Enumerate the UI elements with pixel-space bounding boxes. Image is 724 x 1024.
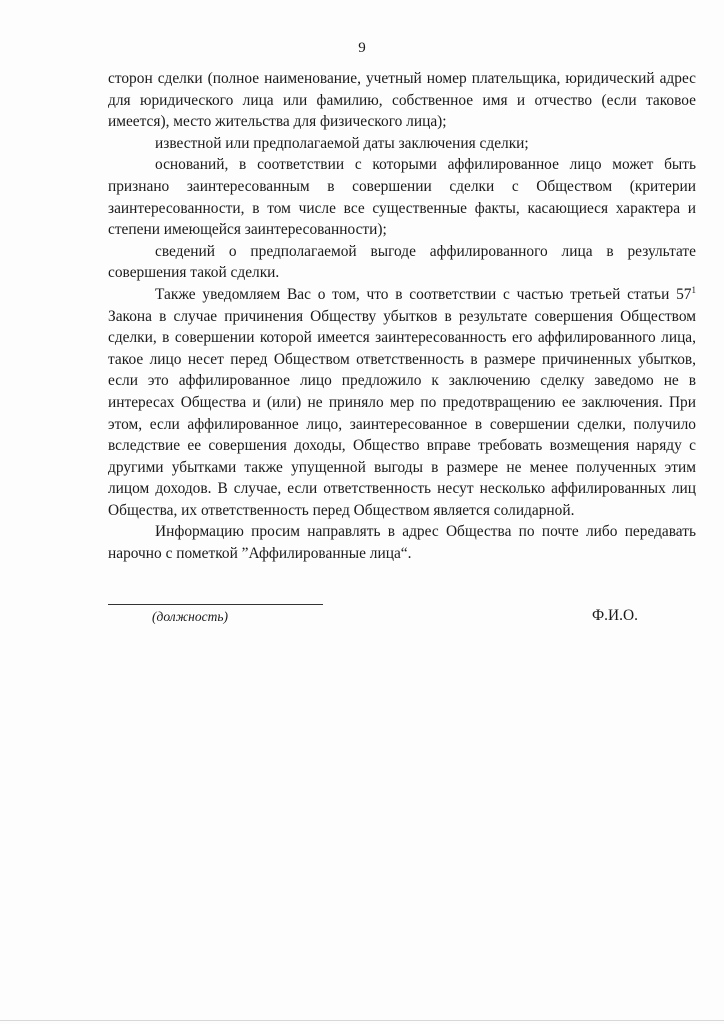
paragraph-parties: сторон сделки (полное наименование, учетный номер плательщика, юридический адрес для юридического лица или фамилию, собственное имя и отчество (если таковое имеется), место жительства для физического лица); — [108, 70, 696, 131]
paragraph-grounds: оснований, в соответствии с которыми аффилированное лицо может быть признано заинтересованным в совершении сделки с Обществом (критерии заинтересованности, в том числе все существенные факты, касающиеся характера и степени имеющейся заинтересованности); — [108, 156, 696, 239]
notice-text-part2: Закона в случае причинения Обществу убытков в результате совершения Обществом сделки, в совершении которой имеется заинтересованность его аффилированного лица, такое лицо несет перед Обществом ответственность в размере причиненных убытков, если это аффилированное лицо предложило к заключению сделку заведомо не в интересах Общества и (или) не приняло мер по предотвращению ее заключения. При этом, если аффилированное лицо, заинтересованное в совершении сделки, получило вследствие ее совершения доходы, Общество вправе требовать возмещения наряду с другими убытками также упущенной выгоды в размере не менее полученных этим лицом доходов. В случае, если ответственность несут несколько аффилированных лиц Общества, их ответственность перед Обществом является солидарной. — [108, 307, 696, 519]
position-label: (должность) — [152, 609, 229, 624]
notice-superscript: 1 — [691, 284, 696, 295]
page-number: 9 — [358, 40, 366, 56]
notice-text-part1: Также уведомляем Вас о том, что в соответствии с частью третьей статьи 57 — [155, 285, 692, 303]
signature-line — [108, 604, 323, 605]
paragraph-request: Информацию просим направлять в адрес Общества по почте либо передавать нарочно с пометкой ”Аффилированные лица“. — [108, 523, 696, 563]
page-bottom-edge — [0, 1020, 724, 1021]
paragraph-benefit: сведений о предполагаемой выгоде аффилированного лица в результате совершения такой сделки. — [108, 242, 696, 282]
name-label: Ф.И.О. — [592, 607, 638, 624]
paragraph-date: известной или предполагаемой даты заключения сделки; — [155, 134, 529, 152]
